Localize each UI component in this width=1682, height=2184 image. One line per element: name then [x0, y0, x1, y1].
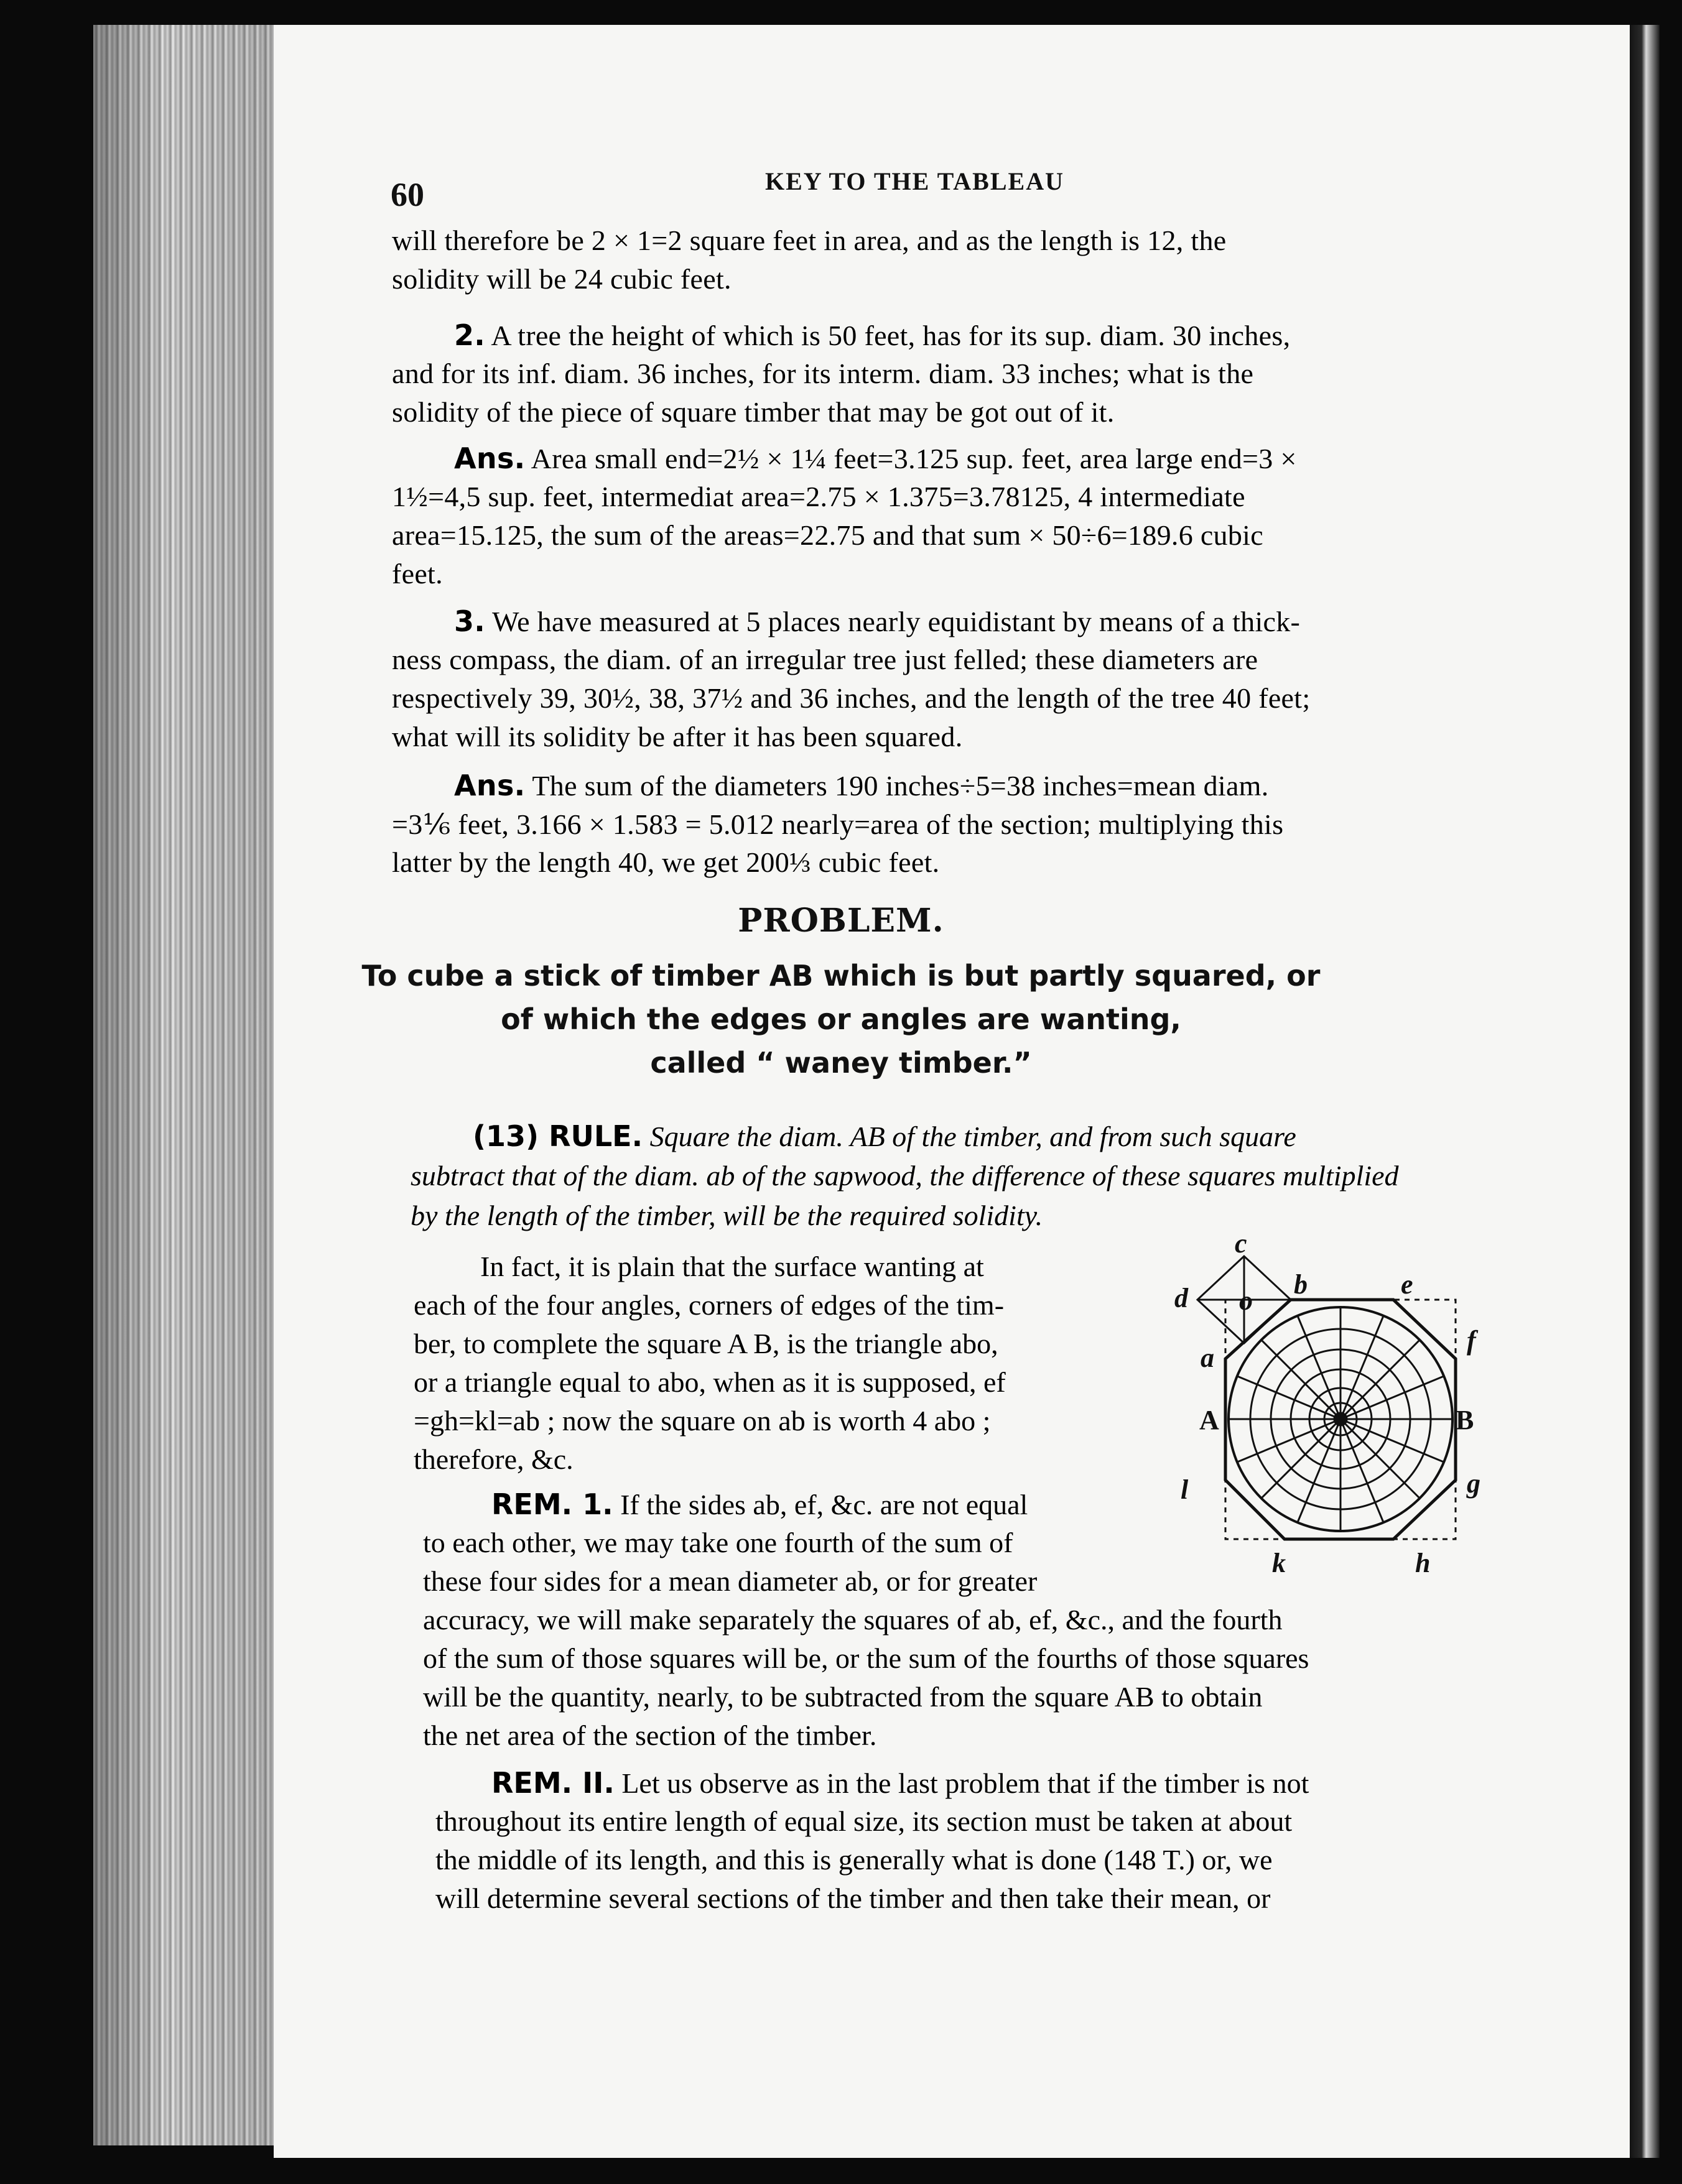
- figure-label: k: [1272, 1548, 1286, 1578]
- text-line: Let us observe as in the last problem that if the timber is not: [614, 1767, 1309, 1799]
- text-line: If the sides ab, ef, &c. are not equal: [613, 1489, 1028, 1520]
- figure-label: B: [1456, 1405, 1474, 1435]
- text-line: respectively 39, 30½, 38, 37½ and 36 inches, and the length of the tree 40 feet;: [392, 682, 1311, 714]
- answer-label: Ans.: [454, 769, 526, 802]
- problem-statement-line: called “ waney timber.”: [650, 1046, 1032, 1080]
- figure-label: c: [1235, 1231, 1247, 1259]
- figure-label: g: [1467, 1468, 1480, 1499]
- text-line: will be the quantity, nearly, to be subtracted from the square AB to obtain: [423, 1681, 1263, 1713]
- answer-2: [454, 442, 1549, 475]
- text-line: will therefore be 2 × 1=2 square feet in area, and as the length is 12, the: [392, 224, 1227, 256]
- running-title: KEY TO THE TABLEAU: [765, 167, 1064, 195]
- figure-label: e: [1401, 1269, 1413, 1300]
- text-line: area=15.125, the sum of the areas=22.75 and that sum × 50÷6=189.6 cubic: [392, 519, 1263, 551]
- answer-label: Ans.: [454, 442, 526, 475]
- timber-section-figure: [1169, 1231, 1518, 1580]
- text-line: Square the diam. AB of the timber, and from such square: [643, 1121, 1296, 1152]
- text-line: feet.: [392, 558, 443, 590]
- remark-1: [491, 1488, 1250, 1521]
- problem-3: [454, 604, 1549, 638]
- text-line: throughout its entire length of equal size, its section must be taken at about: [435, 1805, 1293, 1837]
- text-line: In fact, it is plain that the surface wanting at: [480, 1251, 984, 1282]
- remark-label: REM. 1.: [491, 1488, 613, 1521]
- text-line: the middle of its length, and this is generally what is done (148 T.) or, we: [435, 1844, 1273, 1876]
- problem-number: 2.: [454, 318, 486, 352]
- text-line: each of the four angles, corners of edges of the tim-: [414, 1289, 1005, 1321]
- figure-label: l: [1181, 1474, 1189, 1505]
- timber-section-diagram: [1169, 1231, 1518, 1580]
- problem-heading: PROBLEM.: [738, 902, 944, 940]
- text-line: ness compass, the diam. of an irregular tree just felled; these diameters are: [392, 644, 1258, 675]
- text-line: We have measured at 5 places nearly equidistant by means of a thick-: [485, 606, 1301, 637]
- remark-label: REM. II.: [491, 1766, 615, 1800]
- figure-label: h: [1415, 1548, 1431, 1578]
- text-line: to each other, we may take one fourth of the sum of: [423, 1527, 1013, 1558]
- problem-number: 3.: [454, 604, 486, 638]
- text-line: Area small end=2½ × 1¼ feet=3.125 sup. feet, area large end=3 ×: [525, 443, 1297, 474]
- text-line: what will its solidity be after it has been squared.: [392, 721, 963, 752]
- binding-edge: [1630, 25, 1660, 2158]
- text-line: solidity will be 24 cubic feet.: [392, 263, 732, 295]
- problem-2: [454, 318, 1549, 352]
- text-line: these four sides for a mean diameter ab, or for greater: [423, 1565, 1038, 1597]
- text-line: by the length of the timber, will be the required solidity.: [411, 1200, 1043, 1231]
- text-line: solidity of the piece of square timber that may be got out of it.: [392, 396, 1115, 428]
- text-line: accuracy, we will make separately the squares of ab, ef, &c., and the fourth: [423, 1604, 1283, 1636]
- text-line: 1½=4,5 sup. feet, intermediat area=2.75 × 1.375=3.78125, 4 intermediate: [392, 481, 1245, 512]
- page-edges-shadow: [93, 25, 280, 2145]
- figure-label: o: [1239, 1285, 1253, 1316]
- text-line: subtract that of the diam. ab of the sapwood, the difference of these squares multiplied: [411, 1160, 1399, 1191]
- figure-label: a: [1201, 1343, 1214, 1373]
- page-number: 60: [391, 176, 424, 213]
- text-line: =gh=kl=ab ; now the square on ab is worth 4 abo ;: [414, 1405, 991, 1437]
- figure-label: b: [1294, 1269, 1308, 1300]
- text-line: the net area of the section of the timber.: [423, 1719, 877, 1751]
- text-line: ber, to complete the square A B, is the triangle abo,: [414, 1328, 998, 1359]
- rule: [473, 1119, 1580, 1153]
- text-line: will determine several sections of the timber and then take their mean, or: [435, 1882, 1271, 1914]
- problem-statement-line: of which the edges or angles are wanting,: [501, 1002, 1181, 1036]
- text-line: The sum of the diameters 190 inches÷5=38 inches=mean diam.: [525, 770, 1269, 802]
- text-line: or a triangle equal to abo, when as it is supposed, ef: [414, 1366, 1006, 1398]
- text-line: A tree the height of which is 50 feet, has for its sup. diam. 30 inches,: [485, 320, 1291, 351]
- remark-2: [491, 1766, 1592, 1800]
- text-line: therefore, &c.: [414, 1443, 574, 1475]
- text-line: =3⅙ feet, 3.166 × 1.583 = 5.012 nearly=area of the section; multiplying this: [392, 808, 1284, 840]
- text-line: and for its inf. diam. 36 inches, for its interm. diam. 33 inches; what is the: [392, 358, 1254, 389]
- answer-3: [454, 769, 1549, 802]
- figure-label: f: [1467, 1325, 1476, 1356]
- problem-statement-line: To cube a stick of timber AB which is but partly squared, or: [361, 959, 1321, 993]
- text-line: latter by the length 40, we get 200⅓ cubic feet.: [392, 846, 940, 878]
- figure-label: d: [1174, 1283, 1188, 1313]
- rule-label: (13) RULE.: [473, 1119, 643, 1153]
- text-line: of the sum of those squares will be, or the sum of the fourths of those squares: [423, 1642, 1309, 1674]
- figure-label: A: [1199, 1405, 1219, 1435]
